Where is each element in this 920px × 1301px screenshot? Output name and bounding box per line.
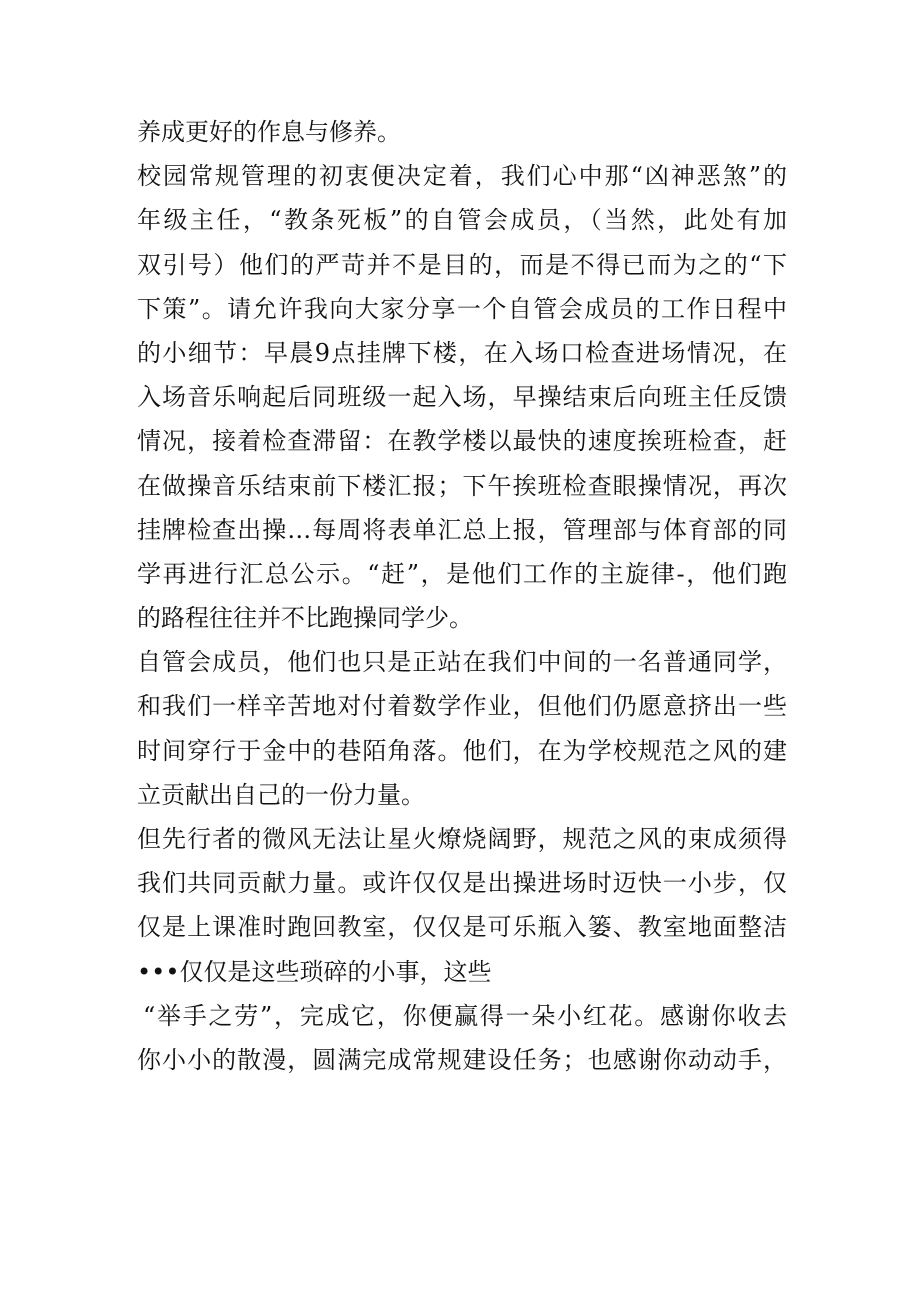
- text-line-10: 挂牌检查出操…每周将表单汇总上报，管理部与体育部的同: [137, 515, 787, 544]
- text-line-22: 你小小的散漫，圆满完成常规建设任务；也感谢你动动手，: [137, 1045, 787, 1074]
- text-line-9: 在做操音乐结束前下楼汇报；下午挨班检查眼操情况，再次: [137, 471, 787, 500]
- text-line-1: 养成更好的作息与修养。: [137, 118, 401, 146]
- text-line-21: “举手之劳”，完成它，你便赢得一朵小红花。感谢你收去: [143, 1001, 787, 1030]
- text-line-13: 自管会成员，他们也只是正站在我们中间的一名普通同学，: [137, 648, 787, 677]
- text-line-8: 情况，接着检查滞留：在教学楼以最快的速度挨班检查，赶: [137, 427, 787, 456]
- text-line-2: 校园常规管理的初衷便决定着，我们心中那“凶神恶煞”的: [137, 162, 787, 191]
- text-line-16: 立贡献出自己的一份力量。: [137, 780, 425, 809]
- document-body: [137, 110, 787, 1082]
- text-line-14: 和我们一样辛苦地对付着数学作业，但他们仍愿意挤出一些: [137, 692, 787, 721]
- text-line-17: 但先行者的微风无法让星火燎烧阔野，规范之风的束成须得: [137, 825, 787, 853]
- text-line-18: 我们共同贡献力量。或许仅仅是出操进场时迈快一小步，仅: [137, 869, 787, 898]
- text-line-19: 仅是上课准时跑回教室，仅仅是可乐瓶入篓、教室地面整洁: [137, 913, 787, 942]
- text-line-5: 下策”。请允许我向大家分享一个自管会成员的工作日程中: [137, 294, 787, 323]
- text-line-11: 学再进行汇总公示。“赶”，是他们工作的主旋律-，他们跑: [137, 559, 787, 588]
- text-line-3: 年级主任，“教条死板”的自管会成员，（当然，此处有加: [137, 206, 787, 235]
- text-line-20: •••仅仅是这些琐碎的小事，这些: [137, 957, 492, 986]
- text-line-6: 的小细节：早晨9点挂牌下楼，在入场口检查进场情况，在: [137, 338, 787, 367]
- text-line-7: 入场音乐响起后同班级一起入场，早操结束后向班主任反馈: [137, 383, 787, 412]
- text-line-15: 时间穿行于金中的巷陌角落。他们，在为学校规范之风的建: [137, 736, 787, 765]
- text-line-4: 双引号）他们的严苛并不是目的，而是不得已而为之的“下: [137, 250, 787, 279]
- text-line-12: 的路程往往并不比跑操同学少。: [137, 604, 473, 633]
